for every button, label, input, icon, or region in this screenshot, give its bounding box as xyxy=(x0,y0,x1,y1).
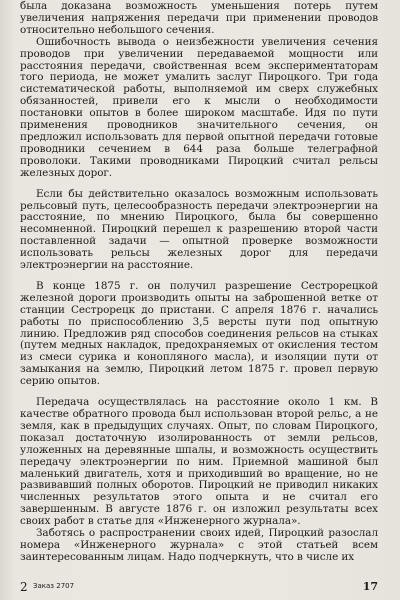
paragraph: Если бы действительно оказалось возможным использовать рельсовый путь, целесообразность передачи электроэнергии на расстояние, по мнению Пироцкого, была бы совершенно несомненной. Пироцкий перешел к разрешению второй части поставленной задачи — опытной проверке возможности использовать рельсы железных дорог для передачи электроэнергии на расстояние. xyxy=(20,187,378,272)
paragraph: Передача осуществлялась на расстояние около 1 км. В качестве обратного провода был использован второй рельс, а не земля, как в предыдущих случаях. Опыт, по словам Пироцкого, показал достаточную изолированность от земли рельсов, уложенных на деревянные шпалы, и возможность осуществить передачу электроэнергии по ним. Приемной машиной был маленький двигатель, хотя и приходивший во вращение, но не развивавший полных оборотов. Пироцкий не приводил никаких численных результатов этого опыта и не считал его завершенным. В августе 1876 г. он изложил результаты всех своих работ в статье для «Инженерного журнала». xyxy=(20,396,378,528)
paragraph-continuation: была доказана возможность уменьшения потерь путем увеличения напряжения передачи при применении проводов относительно небольшого сечения. xyxy=(20,0,378,36)
printing-order: Заказ 2707 xyxy=(33,582,75,590)
page-number: 17 xyxy=(362,580,378,593)
paragraph: В конце 1875 г. он получил разрешение Сестрорецкой железной дороги производить опыты на заброшенной ветке от станции Сестрорецк до пристани. С апреля 1876 г. начались работы по приспособлению 3,5 версты пути под опытную линию. Предложив ряд способов соединения рельсов на стыках (путем медных накладок, предохраняемых от окисления тестом из смеси сурика и конопляного масла), и изоляции пути от замыкания на землю, Пироцкий летом 1875 г. провел первую серию опытов. xyxy=(20,279,378,388)
paragraph: Ошибочность вывода о неизбежности увеличения сечения проводов при увеличении передаваемой мощности или расстояния передачи, свойственная всем экспериментаторам того периода, не может умалить заслуг Пироцкого. Три года систематической работы, выполняемой им сверх служебных обязанностей, привели его к мысли о необходимости постановки опытов в более широком масштабе. Идя по пути применения проводников значительного сечения, он предложил использовать для первой опытной передачи готовые проводники сечением в 644 раза больше телеграфной проволоки. Такими проводниками Пироцкий считал рельсы железных дорог. xyxy=(20,35,378,179)
paragraph: Заботясь о распространении своих идей, Пироцкий разослал номера «Инженерного журнала» с этой статьей всем заинтересованным лицам. Надо подчеркнуть, что в числе их xyxy=(20,527,378,563)
body-text xyxy=(20,1,378,564)
page-footer xyxy=(20,580,378,596)
signature-number: 2 xyxy=(20,580,28,594)
